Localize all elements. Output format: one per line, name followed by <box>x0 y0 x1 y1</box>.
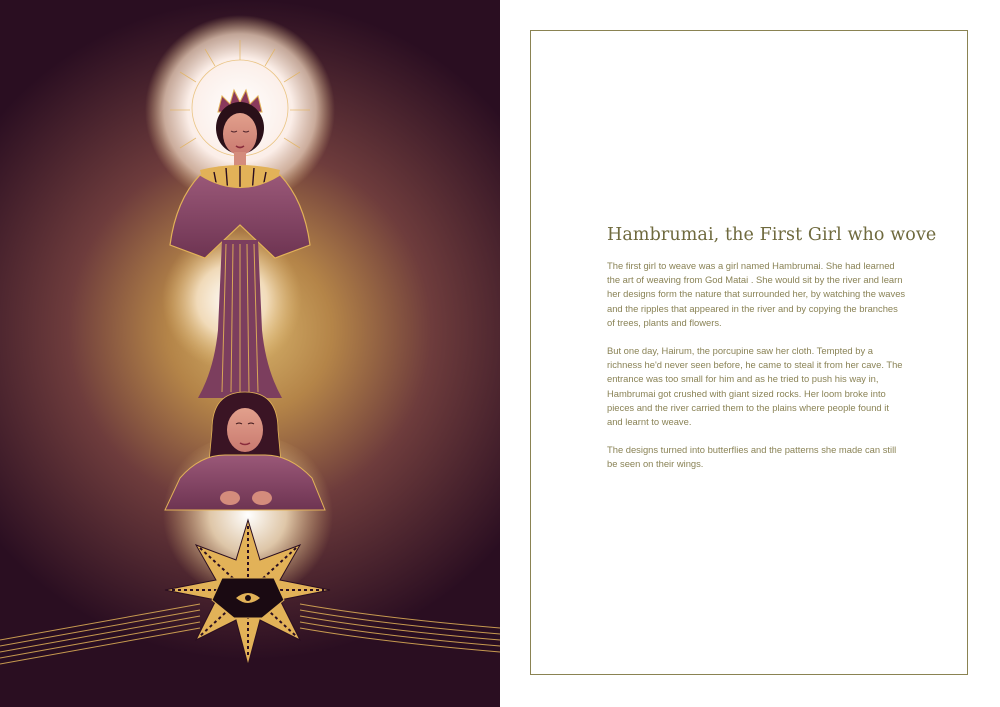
story-paragraph-2: But one day, Hairum, the porcupine saw her cloth. Tempted by a richness he'd never seen before, he came to steal it from her cave. The entrance was too small for him and as he tried to push his way in, Hambrumai got crushed with giant sized rocks. Her loom broke into pieces and the river carried them to the plains where people found it and learnt to weave. <box>607 345 903 428</box>
story-paragraph-1: The first girl to weave was a girl named Hambrumai. She had learned the art of weaving from God Matai . She would sit by the river and learn her designs form the nature that surrounded her, by watching the waves and the ripples that appeared in the river and by copying the branches of trees, plants and flowers. <box>607 260 906 328</box>
story-block <box>607 225 937 486</box>
text-page <box>500 0 1000 707</box>
page-title: Hambrumai, the First Girl who wove <box>607 225 937 245</box>
story-paragraph-3: The designs turned into butterflies and the patterns she made can still be seen on their wings. <box>607 444 897 470</box>
